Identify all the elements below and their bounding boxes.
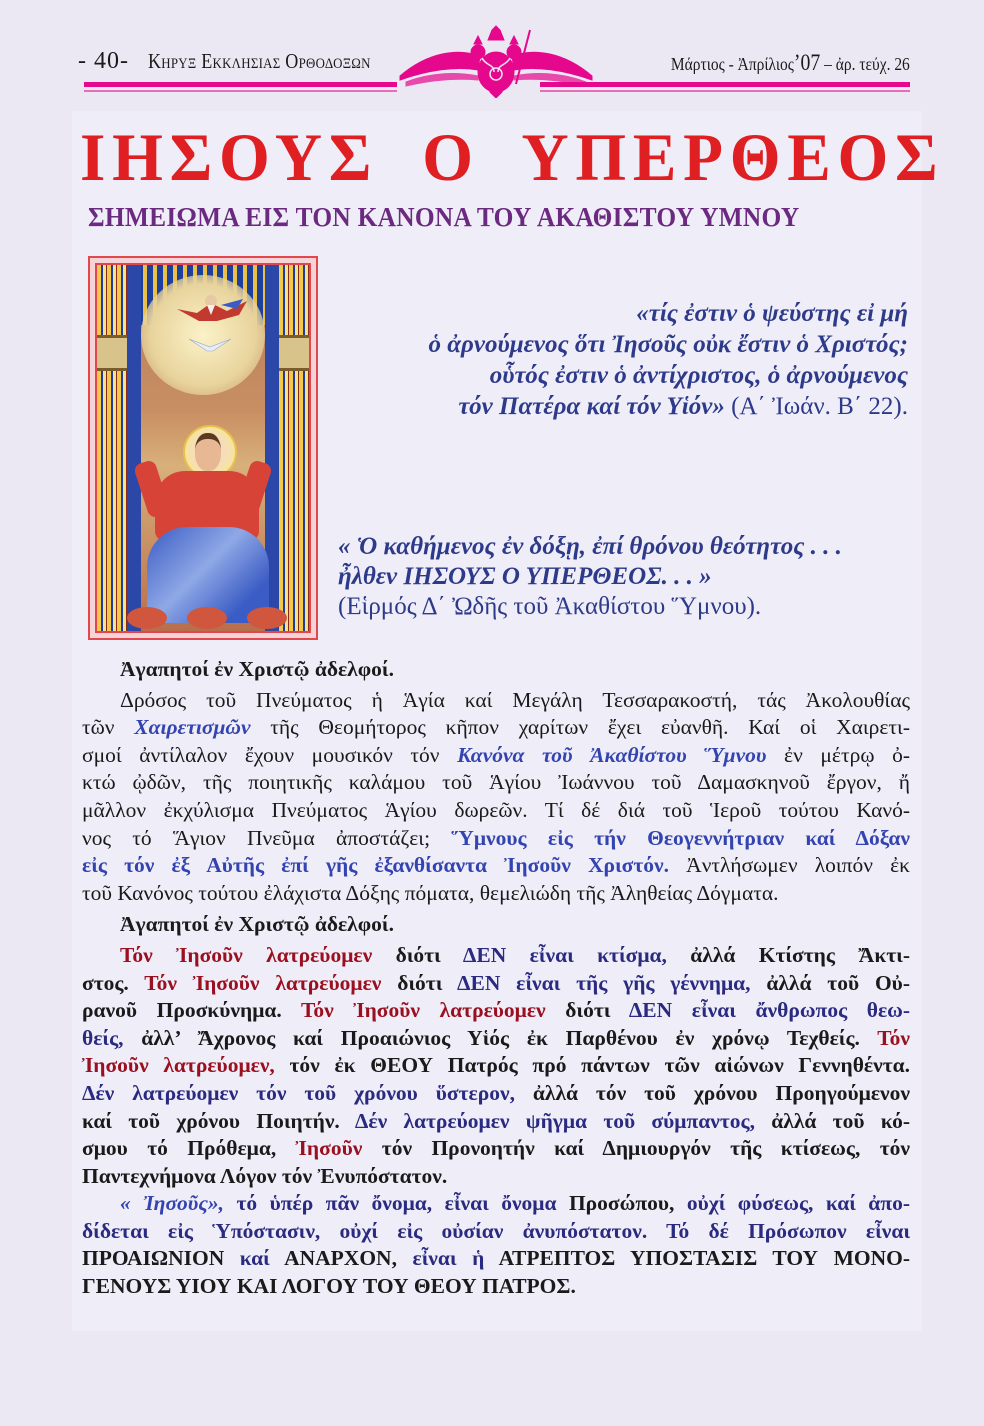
text-run: ΔΕΝ εἶναι κτίσμα, bbox=[462, 942, 667, 967]
text-run: Ἀντλήσωμεν λοιπόν ἐκ bbox=[669, 853, 910, 878]
text-run: ΓΕΝΟΥΣ ΥΙΟΥ ΚΑΙ ΛΟΓΟΥ ΤΟΥ ΘΕΟΥ ΠΑΤΡΟΣ. bbox=[82, 1274, 576, 1299]
title-word: ΙΗΣΟΥΣ bbox=[80, 119, 379, 195]
header-rule-left bbox=[84, 82, 397, 87]
article-body bbox=[82, 654, 910, 1301]
text-run: τοῦ Κανόνος τούτου ἐλάχιστα Δόξης πόματα, θεμελιώδη τῆς Ἀληθείας Δόγματα. bbox=[82, 880, 779, 905]
paragraph-line bbox=[82, 942, 910, 970]
paragraph-line bbox=[82, 1218, 910, 1246]
text-run: ΔΕΝ εἶναι τῆς γῆς γέννημα, bbox=[457, 970, 751, 995]
paragraph-line bbox=[82, 797, 910, 825]
page-number: - 40- bbox=[78, 48, 129, 74]
cherub bbox=[187, 607, 227, 629]
issue-info bbox=[671, 50, 910, 76]
god-the-father-figure bbox=[177, 291, 247, 331]
header-rule-right bbox=[540, 82, 910, 87]
header-rule-left-thin bbox=[84, 90, 397, 92]
text-run: ἀλλά τοῦ Οὐ- bbox=[750, 970, 910, 995]
issue-number: – ἀρ. τεύχ. 26 bbox=[824, 54, 910, 74]
text-run: καί τοῦ χρόνου Ποιητήν. bbox=[82, 1108, 355, 1133]
paragraph-line bbox=[82, 1052, 910, 1080]
cherub bbox=[247, 607, 287, 629]
text-run: εἰς τόν ἐξ Αὐτῆς ἐπί γῆς ἐξανθίσαντα Ἰησοῦν Χριστόν. bbox=[82, 853, 670, 878]
text-run: σμου τό Πρόθεμα, bbox=[82, 1136, 296, 1161]
text-run: τόν ἐκ ΘΕΟΥ Πατρός πρό πάντων τῶν αἰώνων Γεννηθέντα. bbox=[274, 1053, 910, 1078]
text-run: Προσώπου, bbox=[568, 1191, 675, 1216]
paragraph-line bbox=[82, 1273, 910, 1301]
text-run: καί bbox=[224, 1246, 285, 1271]
paragraph-3 bbox=[82, 1190, 910, 1300]
cherub bbox=[127, 607, 167, 629]
paragraph-line bbox=[82, 687, 910, 715]
text-run: Δέν λατρεύομεν τόν τοῦ χρόνου ὕστερον, bbox=[82, 1080, 515, 1105]
text-run: ΑΝΑΡΧΟΝ, bbox=[284, 1246, 397, 1271]
paragraph-line bbox=[82, 1025, 910, 1053]
text-run: διότι bbox=[372, 942, 463, 967]
scripture-quote bbox=[348, 298, 908, 422]
quote-line: οὗτός ἐστιν ὁ ἀντίχριστος, ὁ ἀρνούμενος bbox=[489, 362, 908, 389]
header-rule-right-thin bbox=[540, 90, 910, 92]
hymn-quote bbox=[338, 532, 918, 622]
text-run: τόν Προνοητήν καί Δημιουργόν τῆς κτίσεως, τόν bbox=[362, 1136, 911, 1161]
paragraph-line bbox=[82, 825, 910, 853]
text-run: ἀλλά τόν τοῦ χρόνου Προηγούμενον bbox=[514, 1080, 911, 1105]
text-run: διότι bbox=[545, 998, 629, 1023]
paragraph-line bbox=[82, 852, 910, 880]
text-run: Τόν Ἰησοῦν λατρεύομεν bbox=[300, 998, 546, 1023]
paragraph-line bbox=[82, 1245, 910, 1273]
text-run: οὐχί φύσεως, καί ἀπο- bbox=[674, 1191, 910, 1216]
text-run: Δέν λατρεύομεν ψῆγμα τοῦ σύμπαντος, bbox=[354, 1108, 755, 1133]
title-word: Ο bbox=[422, 119, 480, 195]
paragraph-line bbox=[82, 742, 910, 770]
text-run: Κανόνα τοῦ Ἀκαθίστου Ὕμνου bbox=[457, 742, 767, 767]
text-run: τό ὑπέρ πᾶν ὄνομα, εἶναι ὄνομα bbox=[224, 1191, 569, 1216]
paragraph-line bbox=[82, 714, 910, 742]
christ-face bbox=[195, 433, 221, 471]
greeting: Ἀγαπητοί ἐν Χριστῷ ἀδελφοί. bbox=[120, 912, 394, 937]
paragraph-line bbox=[82, 1080, 910, 1108]
icon-painting bbox=[95, 263, 311, 633]
christ-enthroned-image bbox=[88, 256, 318, 640]
text-run: τῆς Θεομήτορος κῆπον χαρίτων ἔχει εὐανθῆ. Καί οἱ Χαιρετι- bbox=[250, 715, 911, 740]
magazine-title: Κηρυξ Εκκλησιας Ορθοδοξων bbox=[148, 49, 371, 73]
text-run: ἐν μέτρῳ ὀ- bbox=[766, 742, 910, 767]
issue-year: ’07 bbox=[794, 50, 821, 75]
page-header bbox=[0, 0, 984, 100]
text-run: Τόν Ἰησοῦν λατρεύομεν bbox=[120, 942, 373, 967]
quote-line: « Ὁ καθήμενος ἐν δόξῃ, ἐπί θρόνου θεότητος . . . bbox=[338, 533, 842, 560]
text-run: ἀλλ’ Ἄχρονος καί Προαιώνιος Υἱός ἐκ Παρθένου ἐν χρόνῳ Τεχθείς. bbox=[123, 1025, 878, 1050]
text-run: Τόν bbox=[877, 1025, 910, 1050]
quote-reference: (Εἱρμός Δ΄ Ὠδῆς τοῦ Ἀκαθίστου Ὕμνου). bbox=[338, 593, 762, 620]
text-run: Ἰησοῦν λατρεύομεν, bbox=[82, 1053, 275, 1078]
text-run: διότι bbox=[381, 970, 457, 995]
quote-line: ὁ ἀρνούμενος ὅτι Ἰησοῦς οὐκ ἔστιν ὁ Χριστός; bbox=[428, 331, 908, 358]
greeting: Ἀγαπητοί ἐν Χριστῷ ἀδελφοί. bbox=[120, 657, 394, 681]
paragraph-line bbox=[82, 1190, 910, 1218]
paragraph-1 bbox=[82, 687, 910, 908]
text-run: ΠΡΟΑΙΩΝΙΟΝ bbox=[82, 1246, 225, 1271]
text-run: ἀλλά τοῦ κό- bbox=[754, 1108, 910, 1133]
paragraph-line bbox=[82, 769, 910, 797]
text-run: στος. bbox=[82, 970, 145, 995]
text-run: δίδεται εἰς Ὑπόστασιν, οὐχί εἰς οὐσίαν ἀνυπόστατον. Τό δέ Πρόσωπον εἶναι bbox=[82, 1218, 910, 1243]
paragraph-line bbox=[82, 997, 910, 1025]
text-run: τῶν bbox=[82, 715, 135, 740]
article-subtitle: ΣΗΜΕΙΩΜΑ ΕΙΣ ΤΟΝ ΚΑΝΟΝΑ ΤΟΥ ΑΚΑΘΙΣΤΟΥ ΥΜΝΟΥ bbox=[88, 202, 800, 232]
text-run: Ὕμνους εἰς τήν Θεογεννήτριαν καί Δόξαν bbox=[451, 825, 910, 850]
icon-blue-band-left bbox=[127, 265, 141, 631]
text-run: Δρόσος τοῦ Πνεύματος ἡ Ἁγία καί Μεγάλη Τεσσαρακοστή, τάς Ἀκολουθίας bbox=[120, 687, 910, 712]
text-run: σμοί ἀντίλαλον ἔχουν μουσικόν τόν bbox=[82, 742, 458, 767]
quote-line: ἦλθεν ΙΗΣΟΥΣ Ο ΥΠΕΡΘΕΟΣ. . . » bbox=[338, 563, 712, 590]
icon-column-right bbox=[279, 265, 309, 631]
dove-icon bbox=[189, 337, 231, 353]
text-run: μᾶλλον ἐκχύλισμα Πνεύματος Ἁγίου δωρεῶν. Τί δέ διά τοῦ Ἱεροῦ τούτου Κανό- bbox=[82, 797, 910, 822]
text-run: νος τό Ἅγιον Πνεῦμα ἀποστάζει; bbox=[82, 825, 452, 850]
issue-months: Μάρτιος - Ἀπρίλιος bbox=[671, 54, 795, 74]
text-run: ἀλλά Κτίστης Ἄκτι- bbox=[666, 942, 911, 967]
text-run: « Ἰησοῦς», bbox=[120, 1191, 225, 1216]
text-run: εἶναι ἡ bbox=[396, 1246, 499, 1271]
quote-line: «τίς ἐστιν ὁ ψεύστης εἰ μή bbox=[636, 300, 908, 327]
text-run: Ἰησοῦν bbox=[295, 1136, 363, 1161]
text-run: ρανοῦ Προσκύνημα. bbox=[82, 998, 301, 1023]
paragraph-line bbox=[82, 1163, 910, 1191]
quote-line: τόν Πατέρα καί τόν Υἱόν» bbox=[458, 393, 725, 420]
text-run: ΔΕΝ εἶναι ἄνθρωπος θεω- bbox=[628, 998, 911, 1023]
paragraph-line bbox=[82, 880, 910, 908]
icon-capital-left bbox=[97, 335, 127, 371]
paragraph-2 bbox=[82, 942, 910, 1190]
text-run: Χαιρετισμῶν bbox=[134, 715, 251, 740]
text-run: κτώ ᾠδῶν, τῆς ποιητικῆς καλάμου τοῦ Ἁγίου Ἰωάννου τοῦ Δαμασκηνοῦ ἔργον, ἤ bbox=[82, 770, 910, 795]
paragraph-line bbox=[82, 970, 910, 998]
text-run: Παντεχνήμονα Λόγον τόν Ἐνυπόστατον. bbox=[82, 1163, 448, 1188]
quote-reference: (Α΄ Ἰωάν. Β΄ 22). bbox=[724, 393, 908, 420]
text-run: θείς, bbox=[82, 1025, 124, 1050]
text-run: Τόν Ἰησοῦν λατρεύομεν bbox=[144, 970, 382, 995]
article-title bbox=[80, 118, 945, 197]
text-run: ΑΤΡΕΠΤΟΣ ΥΠΟΣΤΑΣΙΣ ΤΟΥ ΜΟΝΟ- bbox=[498, 1246, 910, 1271]
title-word: ΥΠΕΡΘΕΟΣ bbox=[521, 119, 945, 195]
paragraph-line bbox=[82, 1135, 910, 1163]
paragraph-line bbox=[82, 1108, 910, 1136]
icon-capital-right bbox=[279, 335, 309, 371]
icon-column-left bbox=[97, 265, 127, 631]
